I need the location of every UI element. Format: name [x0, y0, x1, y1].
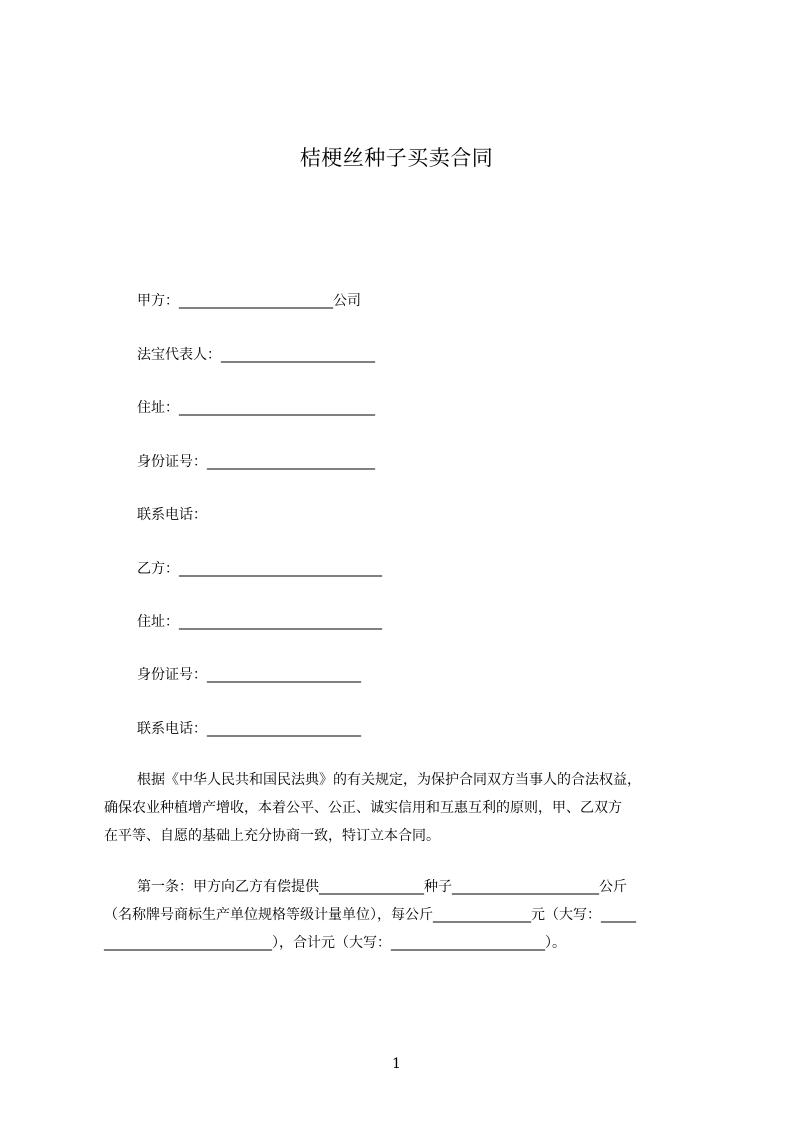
party-a-address-field: 住址：____________________________: [137, 400, 375, 416]
preamble-line: 根据《中华人民共和国民法典》的有关规定，为保护合同双方当事人的合法权益，: [137, 772, 641, 788]
party-b-field: 乙方：_____________________________: [137, 561, 382, 577]
page-number: 1: [392, 1056, 401, 1072]
party-a-field: 甲方：______________________公司: [137, 293, 361, 309]
preamble-line: 确保农业种植增产增收，本着公平、公正、诚实信用和互惠互利的原则，甲、乙双方: [104, 800, 622, 816]
article-line: （名称牌号商标生产单位规格等级计量单位），每公斤______________元（大写：_____: [104, 907, 636, 923]
document-title: 桔梗丝种子买卖合同: [299, 146, 494, 170]
party-a-id-field: 身份证号：________________________: [137, 454, 375, 470]
article-line: 第一条：甲方向乙方有偿提供_______________种子_____________________公斤: [137, 879, 627, 895]
preamble-line: 在平等、自愿的基础上充分协商一致，特订立本合同。: [104, 828, 440, 844]
party-b-address-field: 住址：_____________________________: [137, 614, 382, 630]
party-a-phone-field: 联系电话：: [137, 507, 207, 523]
preamble-paragraph: [104, 766, 720, 850]
legal-representative-field: 法宝代表人：______________________: [137, 347, 375, 363]
article-1-paragraph: [104, 873, 720, 957]
party-b-id-field: 身份证号：______________________: [137, 667, 361, 683]
party-b-phone-field: 联系电话：______________________: [137, 721, 361, 737]
article-line: ________________________），合计元（大写：______________________）。: [104, 935, 566, 951]
